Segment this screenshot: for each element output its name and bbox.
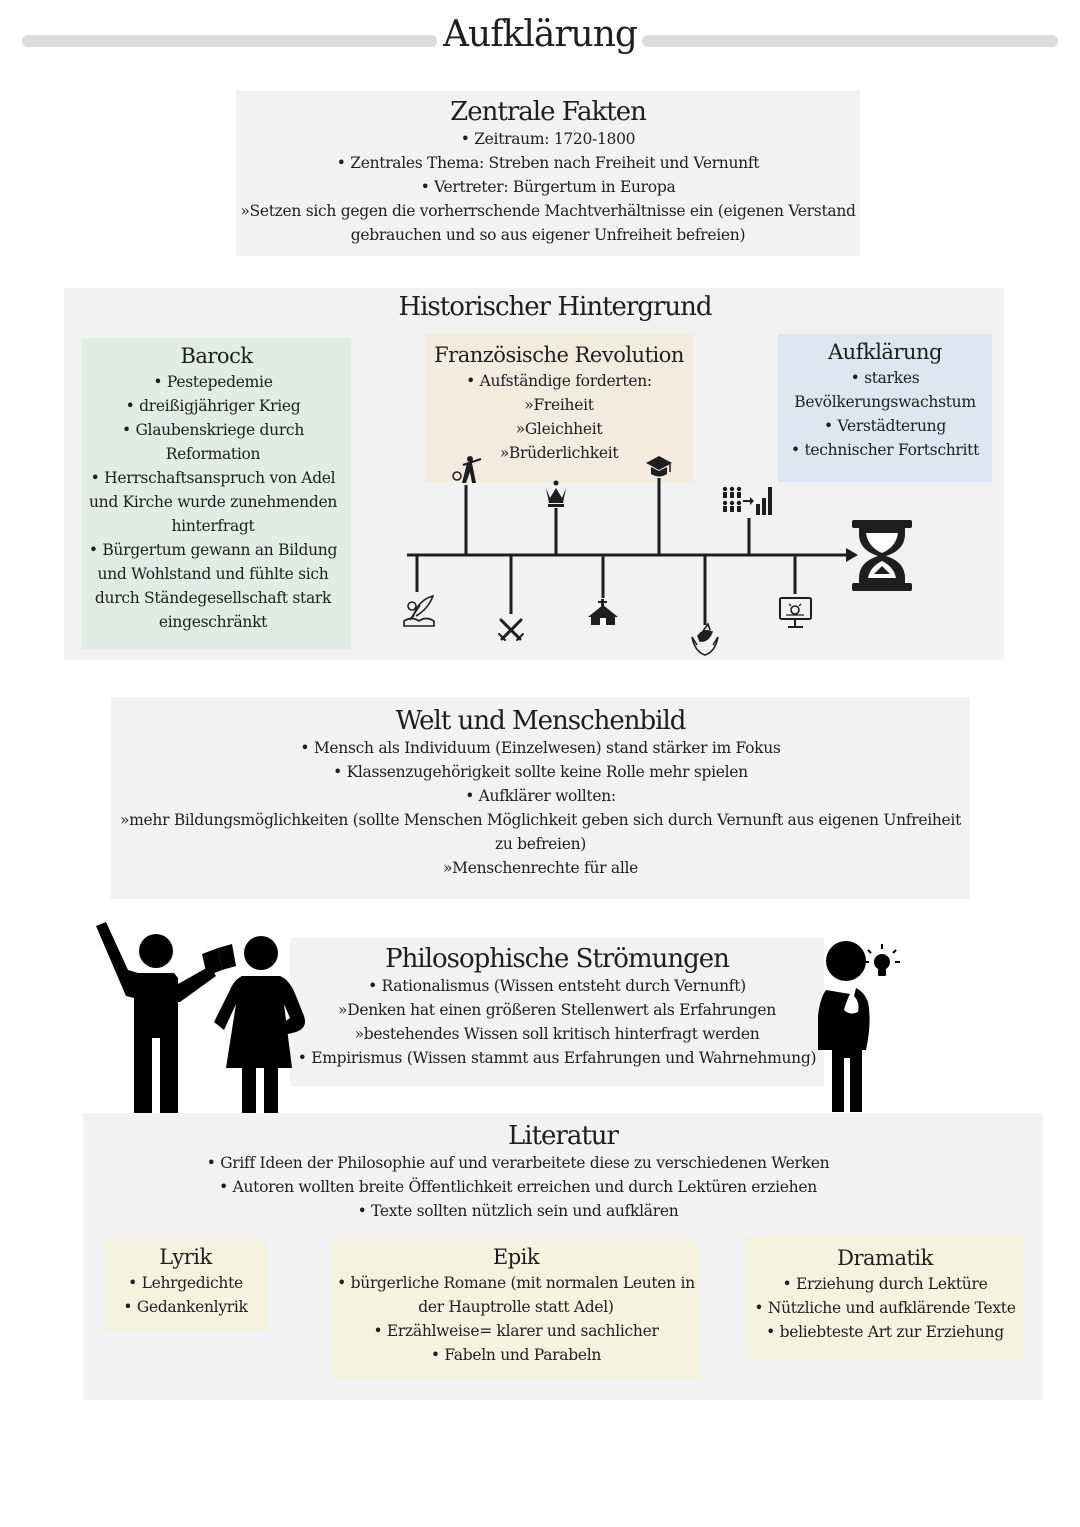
- dove-hands-icon: [692, 624, 718, 655]
- philosophy-line: »bestehendes Wissen soll kritisch hinterfragt werden: [354, 1025, 760, 1043]
- literature-line: • Griff Ideen der Philosophie auf und verarbeitete diese zu verschiedenen Werken: [206, 1154, 830, 1172]
- lyrik-line: • Lehrgedichte: [128, 1274, 243, 1292]
- aufklaerung-line: • technischer Fortschritt: [790, 441, 980, 459]
- lyrik-line: • Gedankenlyrik: [123, 1298, 248, 1316]
- revolution-line: • Aufständige forderten:: [466, 372, 652, 390]
- world-list: [111, 736, 970, 880]
- facts-heading: Zentrale Fakten: [450, 97, 646, 127]
- facts-line: • Vertreter: Bürgertum in Europa: [420, 178, 676, 196]
- lyrik-box: [104, 1240, 267, 1330]
- lyrik-list: [104, 1271, 267, 1319]
- world-line: »mehr Bildungsmöglichkeiten (sollte Menschen Möglichkeit geben sich durch Vernunft aus eigenen Unfreiheit: [119, 811, 962, 829]
- facts-line: »Setzen sich gegen die vorherrschende Machtverhältnisse ein (eigenen Verstand: [240, 202, 856, 220]
- facts-line: gebrauchen und so aus eigener Unfreiheit befreien): [350, 226, 746, 244]
- population-growth-icon: [723, 487, 772, 515]
- aufklaerung-line: Bevölkerungswachstum: [794, 393, 976, 411]
- page-title: Aufklärung: [443, 14, 637, 55]
- aufklaerung-line: • starkes: [850, 369, 920, 387]
- dramatik-line: • Nützliche und aufklärende Texte: [754, 1299, 1016, 1317]
- facts-line: • Zeitraum: 1720-1800: [460, 130, 636, 148]
- philosophy-line: • Empirismus (Wissen stammt aus Erfahrungen und Wahrnehmung): [297, 1049, 817, 1067]
- timeline: [0, 0, 1080, 700]
- philosophy-list: [290, 974, 824, 1070]
- barock-line: • dreißigjähriger Krieg: [125, 397, 301, 415]
- aufklaerung-line: • Verstädterung: [824, 417, 946, 435]
- epik-line: • Erzählweise= klarer und sachlicher: [373, 1322, 659, 1340]
- barock-heading: Barock: [180, 344, 253, 368]
- revolution-line: »Brüderlichkeit: [499, 444, 619, 462]
- facts-line: • Zentrales Thema: Streben nach Freiheit und Vernunft: [336, 154, 760, 172]
- dramatik-list: [746, 1272, 1024, 1344]
- aufklaerung-heading: Aufklärung: [828, 340, 942, 364]
- world-line: • Mensch als Individuum (Einzelwesen) stand stärker im Fokus: [300, 739, 781, 757]
- teacher-student-icon: [90, 918, 310, 1118]
- epik-line: • Fabeln und Parabeln: [430, 1346, 602, 1364]
- dramatik-heading: Dramatik: [837, 1246, 933, 1270]
- technology-monitor-icon: [780, 598, 811, 627]
- revolution-line: »Gleichheit: [515, 420, 603, 438]
- literature-heading: Literatur: [508, 1121, 618, 1151]
- world-line: • Aufklärer wollten:: [465, 787, 616, 805]
- epik-box: [332, 1240, 700, 1378]
- literature-line: • Texte sollten nützlich sein und aufklären: [357, 1202, 679, 1220]
- world-panel: [111, 697, 970, 899]
- lyrik-heading: Lyrik: [159, 1245, 212, 1269]
- barock-line: und Wohlstand und fühlte sich: [97, 565, 329, 583]
- crown-icon: [546, 481, 566, 508]
- philosophy-line: • Rationalismus (Wissen entsteht durch Vernunft): [368, 977, 746, 995]
- barock-line: • Herrschaftsanspruch von Adel: [90, 469, 336, 487]
- world-line: »Menschenrechte für alle: [442, 859, 639, 877]
- philosophy-line: »Denken hat einen größeren Stellenwert als Erfahrungen: [338, 1001, 776, 1019]
- barock-line: durch Ständegesellschaft stark: [94, 589, 332, 607]
- barock-line: • Glaubenskriege durch: [122, 421, 304, 439]
- church-icon: [588, 599, 618, 625]
- graduation-cap-icon: [646, 456, 672, 477]
- revolution-heading: Französische Revolution: [434, 343, 684, 367]
- philosophy-heading: Philosophische Strömungen: [385, 944, 729, 974]
- epik-list: [332, 1271, 700, 1367]
- literature-list: [83, 1151, 953, 1223]
- hourglass-icon: [852, 520, 912, 591]
- crossed-swords-icon: [499, 620, 523, 640]
- dramatik-line: • beliebteste Art zur Erziehung: [766, 1323, 1004, 1341]
- epik-line: • bürgerliche Romane (mit normalen Leuten in: [337, 1274, 695, 1292]
- dramatik-box: [746, 1236, 1024, 1359]
- barock-line: hinterfragt: [171, 517, 255, 535]
- timeline-arrowhead: [846, 548, 858, 562]
- barock-line: Reformation: [165, 445, 261, 463]
- barock-line: und Kirche wurde zunehmenden: [88, 493, 338, 511]
- thinker-lightbulb-icon: [810, 940, 910, 1118]
- literature-line: • Autoren wollten breite Öffentlichkeit erreichen und durch Lektüren erziehen: [219, 1178, 817, 1196]
- farmer-icon: [453, 456, 481, 483]
- dramatik-line: • Erziehung durch Lektüre: [782, 1275, 988, 1293]
- world-line: zu befreien): [494, 835, 587, 853]
- philosophy-panel: [290, 938, 824, 1086]
- barock-line: eingeschränkt: [158, 613, 268, 631]
- world-line: • Klassenzugehörigkeit sollte keine Rolle mehr spielen: [333, 763, 748, 781]
- epik-line: der Hauptrolle statt Adel): [418, 1298, 614, 1316]
- epik-heading: Epik: [492, 1245, 540, 1269]
- barock-line: • Bürgertum gewann an Bildung: [88, 541, 338, 559]
- world-heading: Welt und Menschenbild: [395, 706, 686, 736]
- barock-line: • Pestepedemie: [153, 373, 273, 391]
- quill-book-icon: [404, 596, 434, 626]
- history-heading: Historischer Hintergrund: [398, 292, 712, 322]
- revolution-line: »Freiheit: [524, 396, 594, 414]
